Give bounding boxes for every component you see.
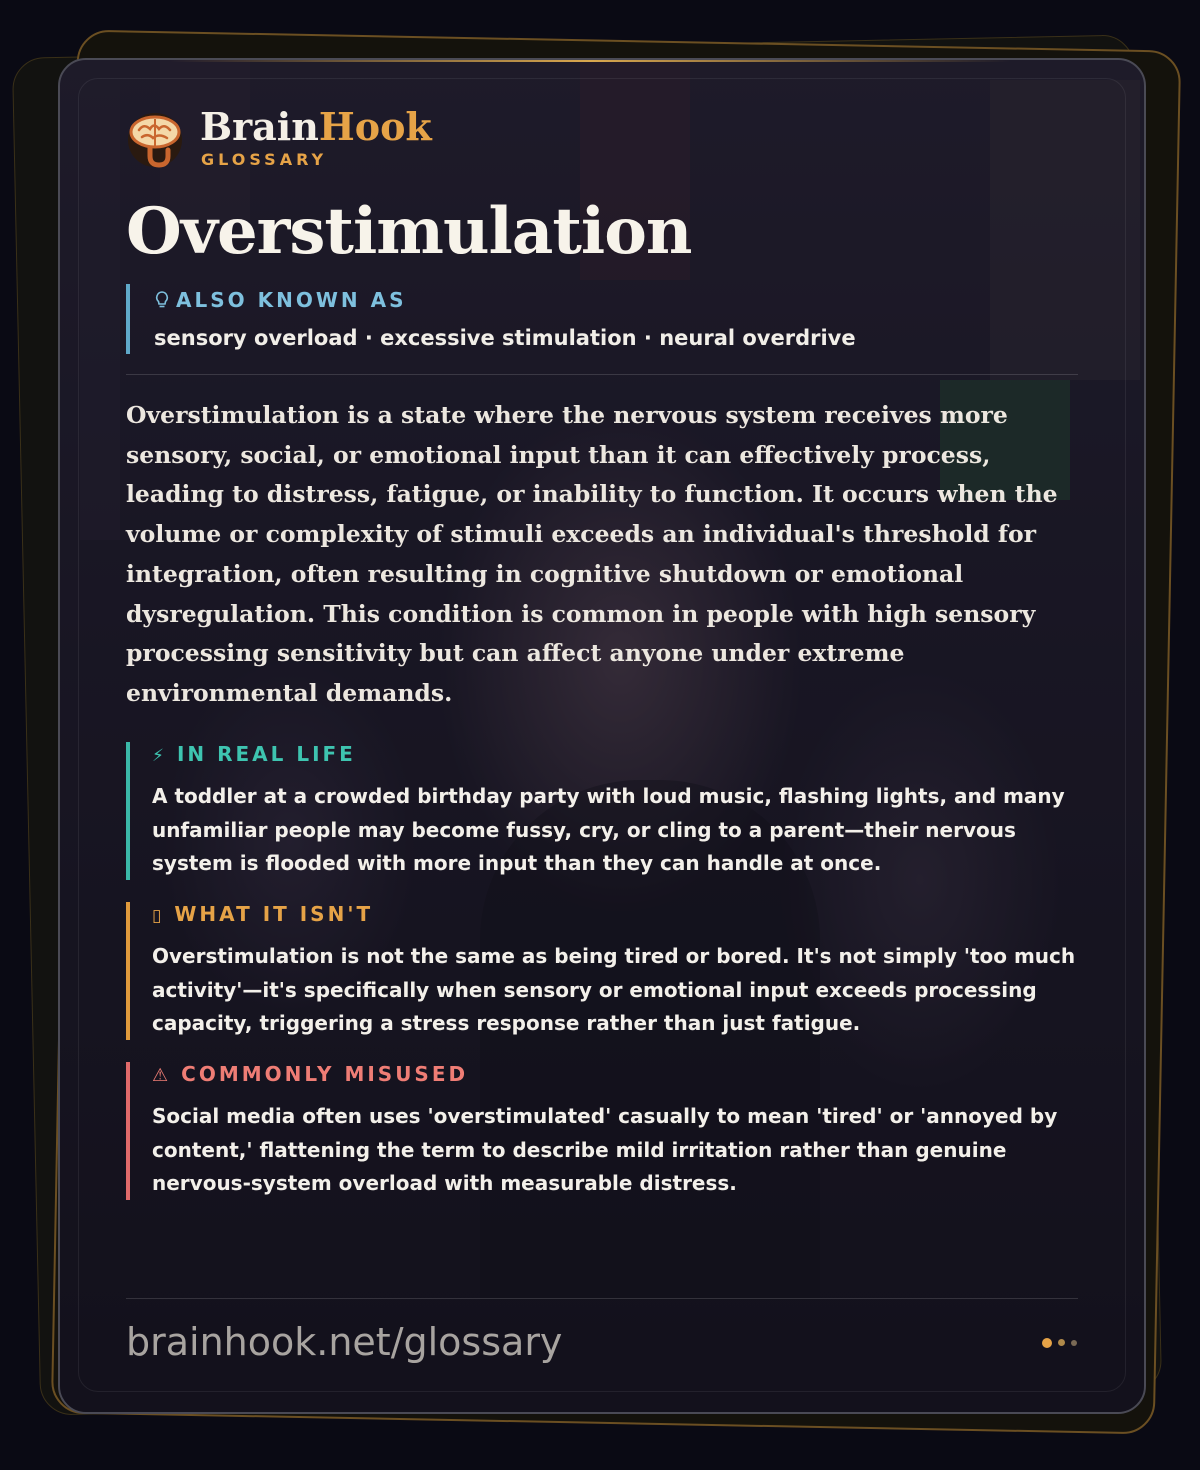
divider xyxy=(126,1298,1078,1299)
also-known-as-heading-text: ALSO KNOWN AS xyxy=(176,288,407,312)
pagination-dot xyxy=(1071,1340,1077,1346)
commonly-misused-section xyxy=(126,1062,1078,1200)
missing-glyph-icon: ▯ xyxy=(152,906,165,926)
definition-text: Overstimulation is a state where the nervous system receives more sensory, social, or emotional input than it can effectively process, leading to distress, fatigue, or inability to function. It occurs when the volume or complexity of stimuli exceeds an individual's threshold for integration, often resulting in cognitive shutdown or emotional dysregulation. This condition is common in people with high sensory processing sensitivity but can affect anyone under extreme environmental demands. xyxy=(126,401,1058,707)
commonly-misused-heading-text: COMMONLY MISUSED xyxy=(181,1062,469,1086)
commonly-misused-body: Social media often uses 'overstimulated' casually to mean 'tired' or 'annoyed by content,' flattening the term to describe mild irritation rather than genuine nervous-system overload with measurable distress. xyxy=(152,1104,1058,1195)
in-real-life-body: A toddler at a crowded birthday party with loud music, flashing lights, and many unfamiliar people may become fussy, cry, or cling to a parent—their nervous system is flooded with more input than they can handle at once. xyxy=(152,784,1065,875)
what-it-isnt-section xyxy=(126,902,1078,1040)
in-real-life-heading-text: IN REAL LIFE xyxy=(176,742,356,766)
pagination-dot-active xyxy=(1042,1338,1052,1348)
glossary-card xyxy=(58,58,1146,1414)
what-it-isnt-heading-text: WHAT IT ISN'T xyxy=(174,902,374,926)
also-known-as-heading xyxy=(154,288,406,312)
in-real-life-heading xyxy=(152,742,1078,766)
warning-icon: ⚠ xyxy=(152,1065,172,1086)
brand-subtitle: GLOSSARY xyxy=(201,150,328,169)
brand-name-second: Hook xyxy=(318,104,432,149)
footer-url[interactable]: brainhook.net/glossary xyxy=(126,1320,563,1364)
what-it-isnt-heading xyxy=(152,902,1078,926)
term-title: Overstimulation xyxy=(126,194,692,269)
lightbulb-icon xyxy=(154,290,170,310)
also-known-as-terms: sensory overload · excessive stimulation · neural overdrive xyxy=(154,326,856,350)
also-known-as-section xyxy=(126,284,1066,354)
brand-header xyxy=(126,104,526,170)
divider xyxy=(126,374,1078,375)
in-real-life-section xyxy=(126,742,1078,880)
brain-hook-logo-icon xyxy=(126,110,184,168)
lightning-icon: ⚡ xyxy=(152,746,167,766)
card-top-highlight xyxy=(170,60,1010,62)
commonly-misused-heading xyxy=(152,1062,1078,1086)
brand-name xyxy=(200,104,432,149)
pagination-dots xyxy=(1042,1338,1082,1350)
pagination-dot xyxy=(1058,1339,1065,1346)
brand-name-first: Brain xyxy=(200,104,319,149)
what-it-isnt-body: Overstimulation is not the same as being tired or bored. It's not simply 'too much activity'—it's specifically when sensory or emotional input exceeds processing capacity, triggering a stress response rather than just fatigue. xyxy=(152,944,1076,1035)
